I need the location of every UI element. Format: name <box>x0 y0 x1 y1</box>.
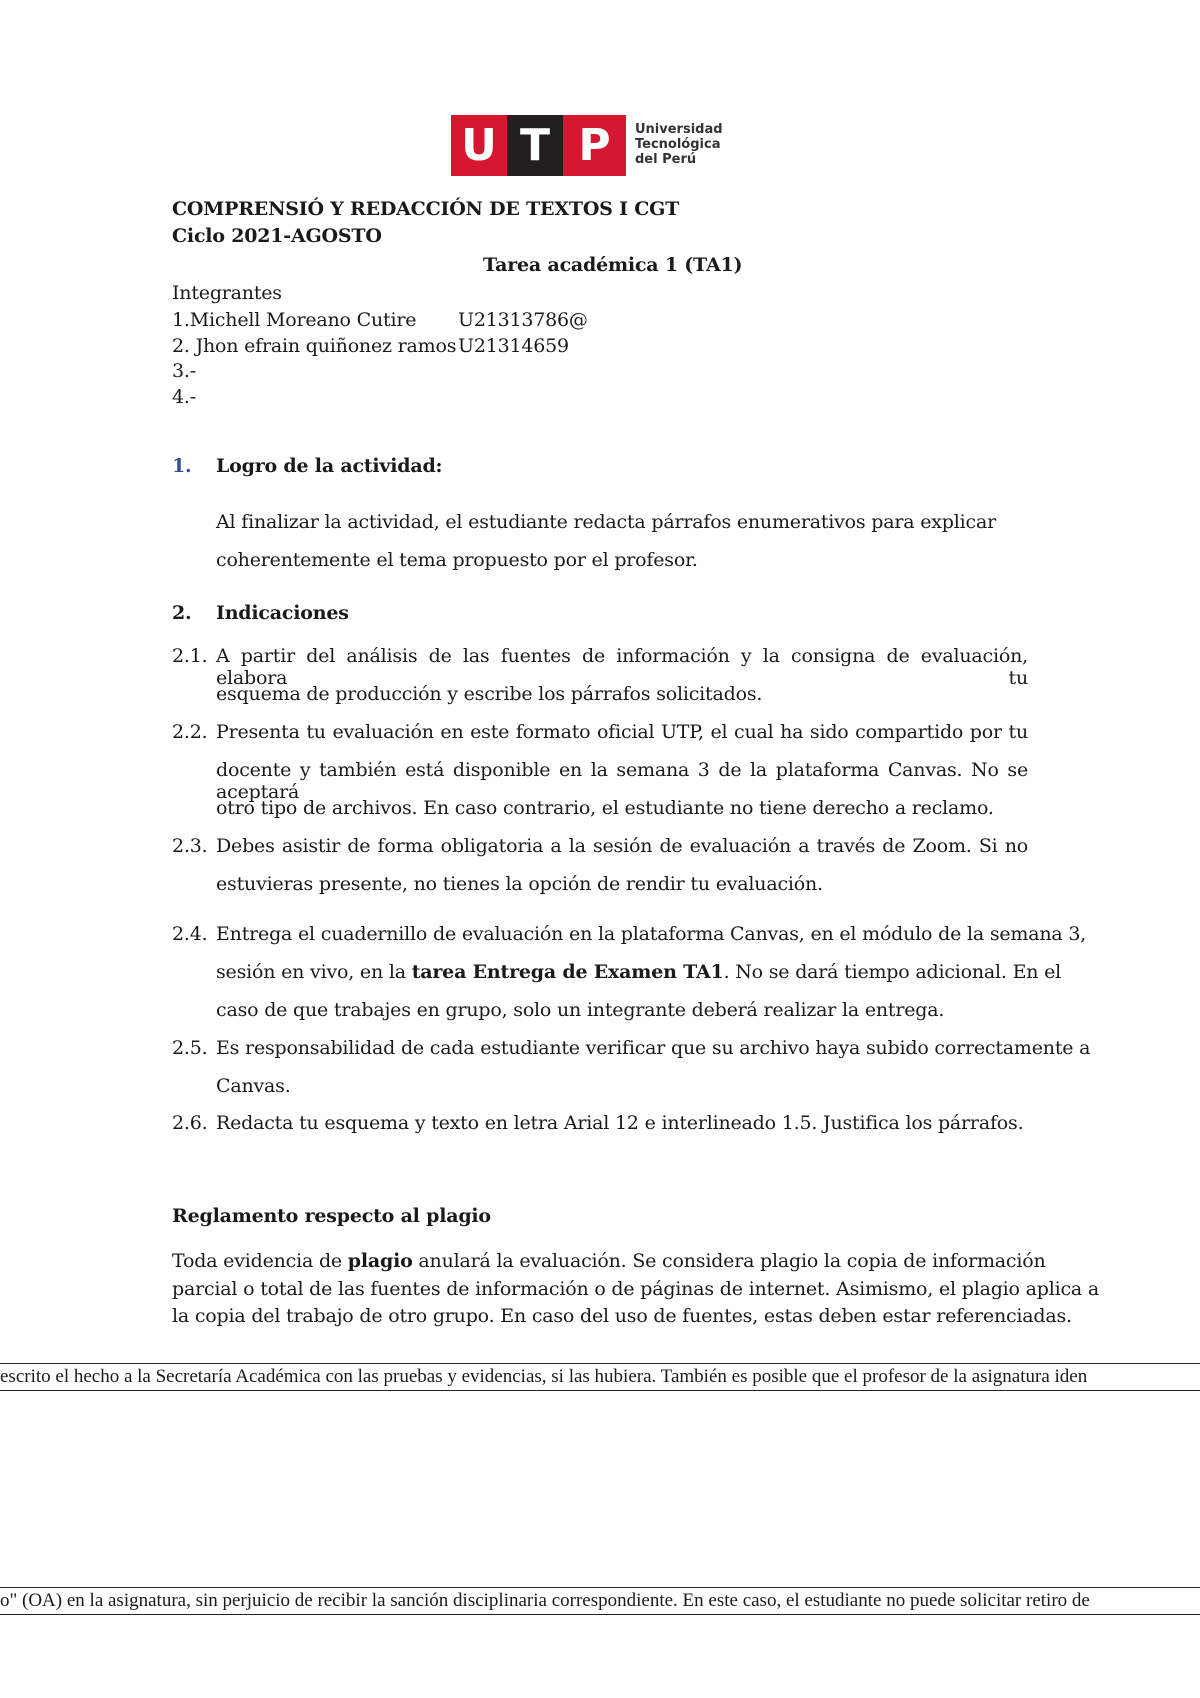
member-name-1: 1.Michell Moreano Cutire <box>172 309 417 331</box>
plagio-line2: parcial o total de las fuentes de información o de páginas de internet. Asimismo, el plagio aplica a <box>172 1278 1099 1300</box>
logo-letter-p: P <box>578 120 611 171</box>
member-name-3: 3.- <box>172 360 196 382</box>
item-2-2-line1: Presenta tu evaluación en este formato oficial UTP, el cual ha sido compartido por tu <box>216 721 1028 743</box>
item-2-4-number: 2.4. <box>172 923 208 945</box>
section1-line1: Al finalizar la actividad, el estudiante redacta párrafos enumerativos para explicar <box>216 511 996 533</box>
plagio-line1-post: anulará la evaluación. Se considera plagio la copia de información <box>412 1250 1046 1272</box>
logo-subtitle-line3: del Perú <box>635 152 697 167</box>
logo-box-u <box>451 115 507 176</box>
item-2-5-line2: Canvas. <box>216 1075 291 1097</box>
item-2-4-line2-bold: tarea Entrega de Examen TA1 <box>411 961 724 983</box>
overflow-row-1: escrito el hecho a la Secretaría Académica con las pruebas y evidencias, si las hubiera. También es posible que el profesor de la asignatura iden <box>0 1363 1200 1391</box>
members-label: Integrantes <box>172 282 282 304</box>
logo-box-p <box>563 115 626 176</box>
item-2-2-number: 2.2. <box>172 721 208 743</box>
item-2-5-number: 2.5. <box>172 1037 208 1059</box>
plagio-line1-pre: Toda evidencia de <box>172 1250 348 1272</box>
item-2-1-line2: esquema de producción y escribe los párrafos solicitados. <box>216 683 763 705</box>
item-2-4-line2-pre: sesión en vivo, en la <box>216 961 412 983</box>
plagio-line1 <box>172 1250 1046 1272</box>
item-2-4-line2-post: . No se dará tiempo adicional. En el <box>723 961 1062 983</box>
section2-number: 2. <box>172 602 192 624</box>
section1-line2: coherentemente el tema propuesto por el profesor. <box>216 549 698 571</box>
section2-title: Indicaciones <box>216 602 349 624</box>
item-2-3-number: 2.3. <box>172 835 208 857</box>
course-title: COMPRENSIÓ Y REDACCIÓN DE TEXTOS I CGT <box>172 198 680 220</box>
plagio-line1-bold: plagio <box>347 1250 413 1272</box>
item-2-6-number: 2.6. <box>172 1112 208 1134</box>
section1-title: Logro de la actividad: <box>216 455 443 477</box>
member-code-2: U21314659 <box>458 335 569 357</box>
item-2-1-number: 2.1. <box>172 645 208 667</box>
item-2-5-line1: Es responsabilidad de cada estudiante verificar que su archivo haya subido correctamente a <box>216 1037 1091 1059</box>
member-name-4: 4.- <box>172 386 196 408</box>
item-2-3-line1: Debes asistir de forma obligatoria a la sesión de evaluación a través de Zoom. Si no <box>216 835 1028 857</box>
member-name-2: 2. Jhon efrain quiñonez ramos <box>172 335 457 357</box>
utp-logo <box>451 115 723 176</box>
logo-letter-u: U <box>461 120 497 171</box>
logo-box-t <box>507 115 563 176</box>
item-2-4-line2 <box>216 961 1061 983</box>
item-2-4-line1: Entrega el cuadernillo de evaluación en la plataforma Canvas, en el módulo de la semana 3, <box>216 923 1087 945</box>
plagio-line3: la copia del trabajo de otro grupo. En caso del uso de fuentes, estas deben estar referenciadas. <box>172 1305 1072 1327</box>
logo-subtitle-line2: Tecnológica <box>635 137 721 152</box>
member-code-1: U21313786@ <box>458 309 588 331</box>
item-2-3-line2: estuvieras presente, no tienes la opción de rendir tu evaluación. <box>216 873 823 895</box>
cycle-label: Ciclo 2021-AGOSTO <box>172 225 382 247</box>
item-2-4-line3: caso de que trabajes en grupo, solo un integrante deberá realizar la entrega. <box>216 999 945 1021</box>
item-2-6-line1: Redacta tu esquema y texto en letra Arial 12 e interlineado 1.5. Justifica los párrafos. <box>216 1112 1024 1134</box>
overflow-row-2: o" (OA) en la asignatura, sin perjuicio de recibir la sanción disciplinaria correspondiente. En este caso, el estudiante no puede solicitar retiro de <box>0 1587 1200 1615</box>
section1-number: 1. <box>172 455 192 477</box>
assignment-title: Tarea académica 1 (TA1) <box>483 254 743 276</box>
logo-subtitle-line1: Universidad <box>635 122 723 137</box>
item-2-2-line2: docente y también está disponible en la semana 3 de la plataforma Canvas. No se aceptará <box>216 759 1028 803</box>
item-2-2-line3: otro tipo de archivos. En caso contrario, el estudiante no tiene derecho a reclamo. <box>216 797 994 819</box>
logo-letter-t: T <box>519 120 550 171</box>
item-2-1-line1: A partir del análisis de las fuentes de información y la consigna de evaluación, elabora tu <box>216 645 1028 689</box>
plagio-title: Reglamento respecto al plagio <box>172 1205 491 1227</box>
